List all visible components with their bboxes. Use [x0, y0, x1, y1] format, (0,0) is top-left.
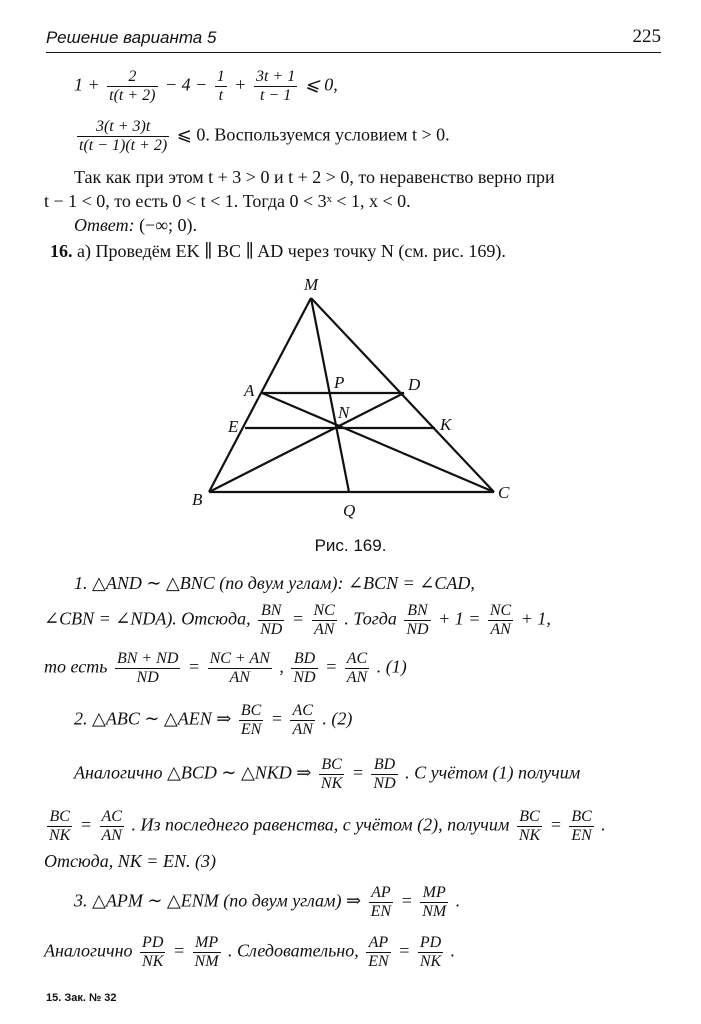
step-2-result-line: $\frac{BC}{NK}$ = $\frac{AC}{AN}$ . Из последнего равенства, с учётом (2), получим $\frac{BC}{NK}$ = $\frac{BC}{EN}$ . [49, 808, 606, 844]
answer-value: (−∞; 0). [139, 215, 198, 235]
step-2-analog-line: Аналогично △BCD ∼ △NKD ⇒ $\frac{BC}{NK}$ = $\frac{BD}{ND}$ . С учётом (1) получим [74, 756, 581, 792]
figure-caption: Рис. 169. [314, 536, 387, 555]
label-Q: Q [343, 501, 356, 520]
figure-169 [0, 270, 701, 540]
problem-number: 16. [50, 241, 73, 261]
step-3-analog-line: Аналогично $\frac{PD}{NK}$ = $\frac{MP}{NM}$ . Следовательно, $\frac{AP}{EN}$ = $\frac{PD}{NK}$ . [44, 934, 456, 970]
label-B: B [192, 490, 203, 509]
answer-label: Ответ: [74, 215, 135, 235]
label-D: D [408, 375, 421, 394]
problem-16-line: 16. а) Проведём EK ∥ BC ∥ AD через точку N (см. рис. 169). [50, 241, 506, 261]
diagonal-BD [209, 393, 404, 492]
header-title: Решение варианта 5 [46, 28, 217, 47]
side-MB [209, 298, 311, 492]
label-A: A [244, 381, 255, 400]
page-footer: 15. Зак. № 32 [46, 992, 117, 1004]
step-1-line-2: ∠CBN = ∠NDA). Отсюда, $\frac{BN}{ND}$ = $\frac{NC}{AN}$ . Тогда $\frac{BN}{ND}$ + 1 = $\frac{NC}{AN}$ + 1, [44, 602, 551, 638]
step-3-line: 3. △APM ∼ △ENM (по двум углам) ⇒ $\frac{AP}{EN}$ = $\frac{MP}{NM}$ . [74, 884, 461, 920]
text-line-4: t − 1 < 0, то есть 0 < t < 1. Тогда 0 < 3ˣ < 1, x < 0. [44, 191, 411, 211]
step-1-line-1: 1. △AND ∼ △BNC (по двум углам): ∠BCN = ∠CAD, [74, 573, 475, 593]
inequality-line-1: 1 + $\frac{2}{t(t + 2)}$ − 4 − $\frac{1}{t}$ + $\frac{3t + 1}{t - 1}$ ⩽ 0, [74, 68, 338, 104]
step-2-conclusion-line: Отсюда, NK = EN. (3) [44, 851, 216, 871]
label-N: N [338, 403, 350, 422]
diagonal-AC [262, 393, 494, 492]
inequality-line-2: $\frac{3(t + 3)t}{t(t - 1)(t + 2)}$ ⩽ 0. Воспользуемся условием t > 0. [79, 118, 450, 154]
label-C: C [498, 483, 510, 502]
step-1-line-3: то есть $\frac{BN + ND}{ND}$ = $\frac{NC + AN}{AN}$ , $\frac{BD}{ND}$ = $\frac{AC}{AN}$ . (1) [44, 650, 407, 686]
page-number: 225 [632, 26, 661, 47]
step-2-line: 2. △ABC ∼ △AEN ⇒ $\frac{BC}{EN}$ = $\frac{AC}{AN}$ . (2) [74, 702, 353, 738]
side-MC [311, 298, 494, 492]
segment-MQ [311, 298, 349, 492]
text-line-3: Так как при этом t + 3 > 0 и t + 2 > 0, то неравенство верно при [74, 167, 555, 187]
label-E: E [228, 417, 239, 436]
answer-line [74, 214, 694, 236]
label-M: M [304, 275, 319, 294]
label-K: K [440, 415, 452, 434]
label-P: P [334, 373, 345, 392]
running-header [46, 24, 661, 53]
